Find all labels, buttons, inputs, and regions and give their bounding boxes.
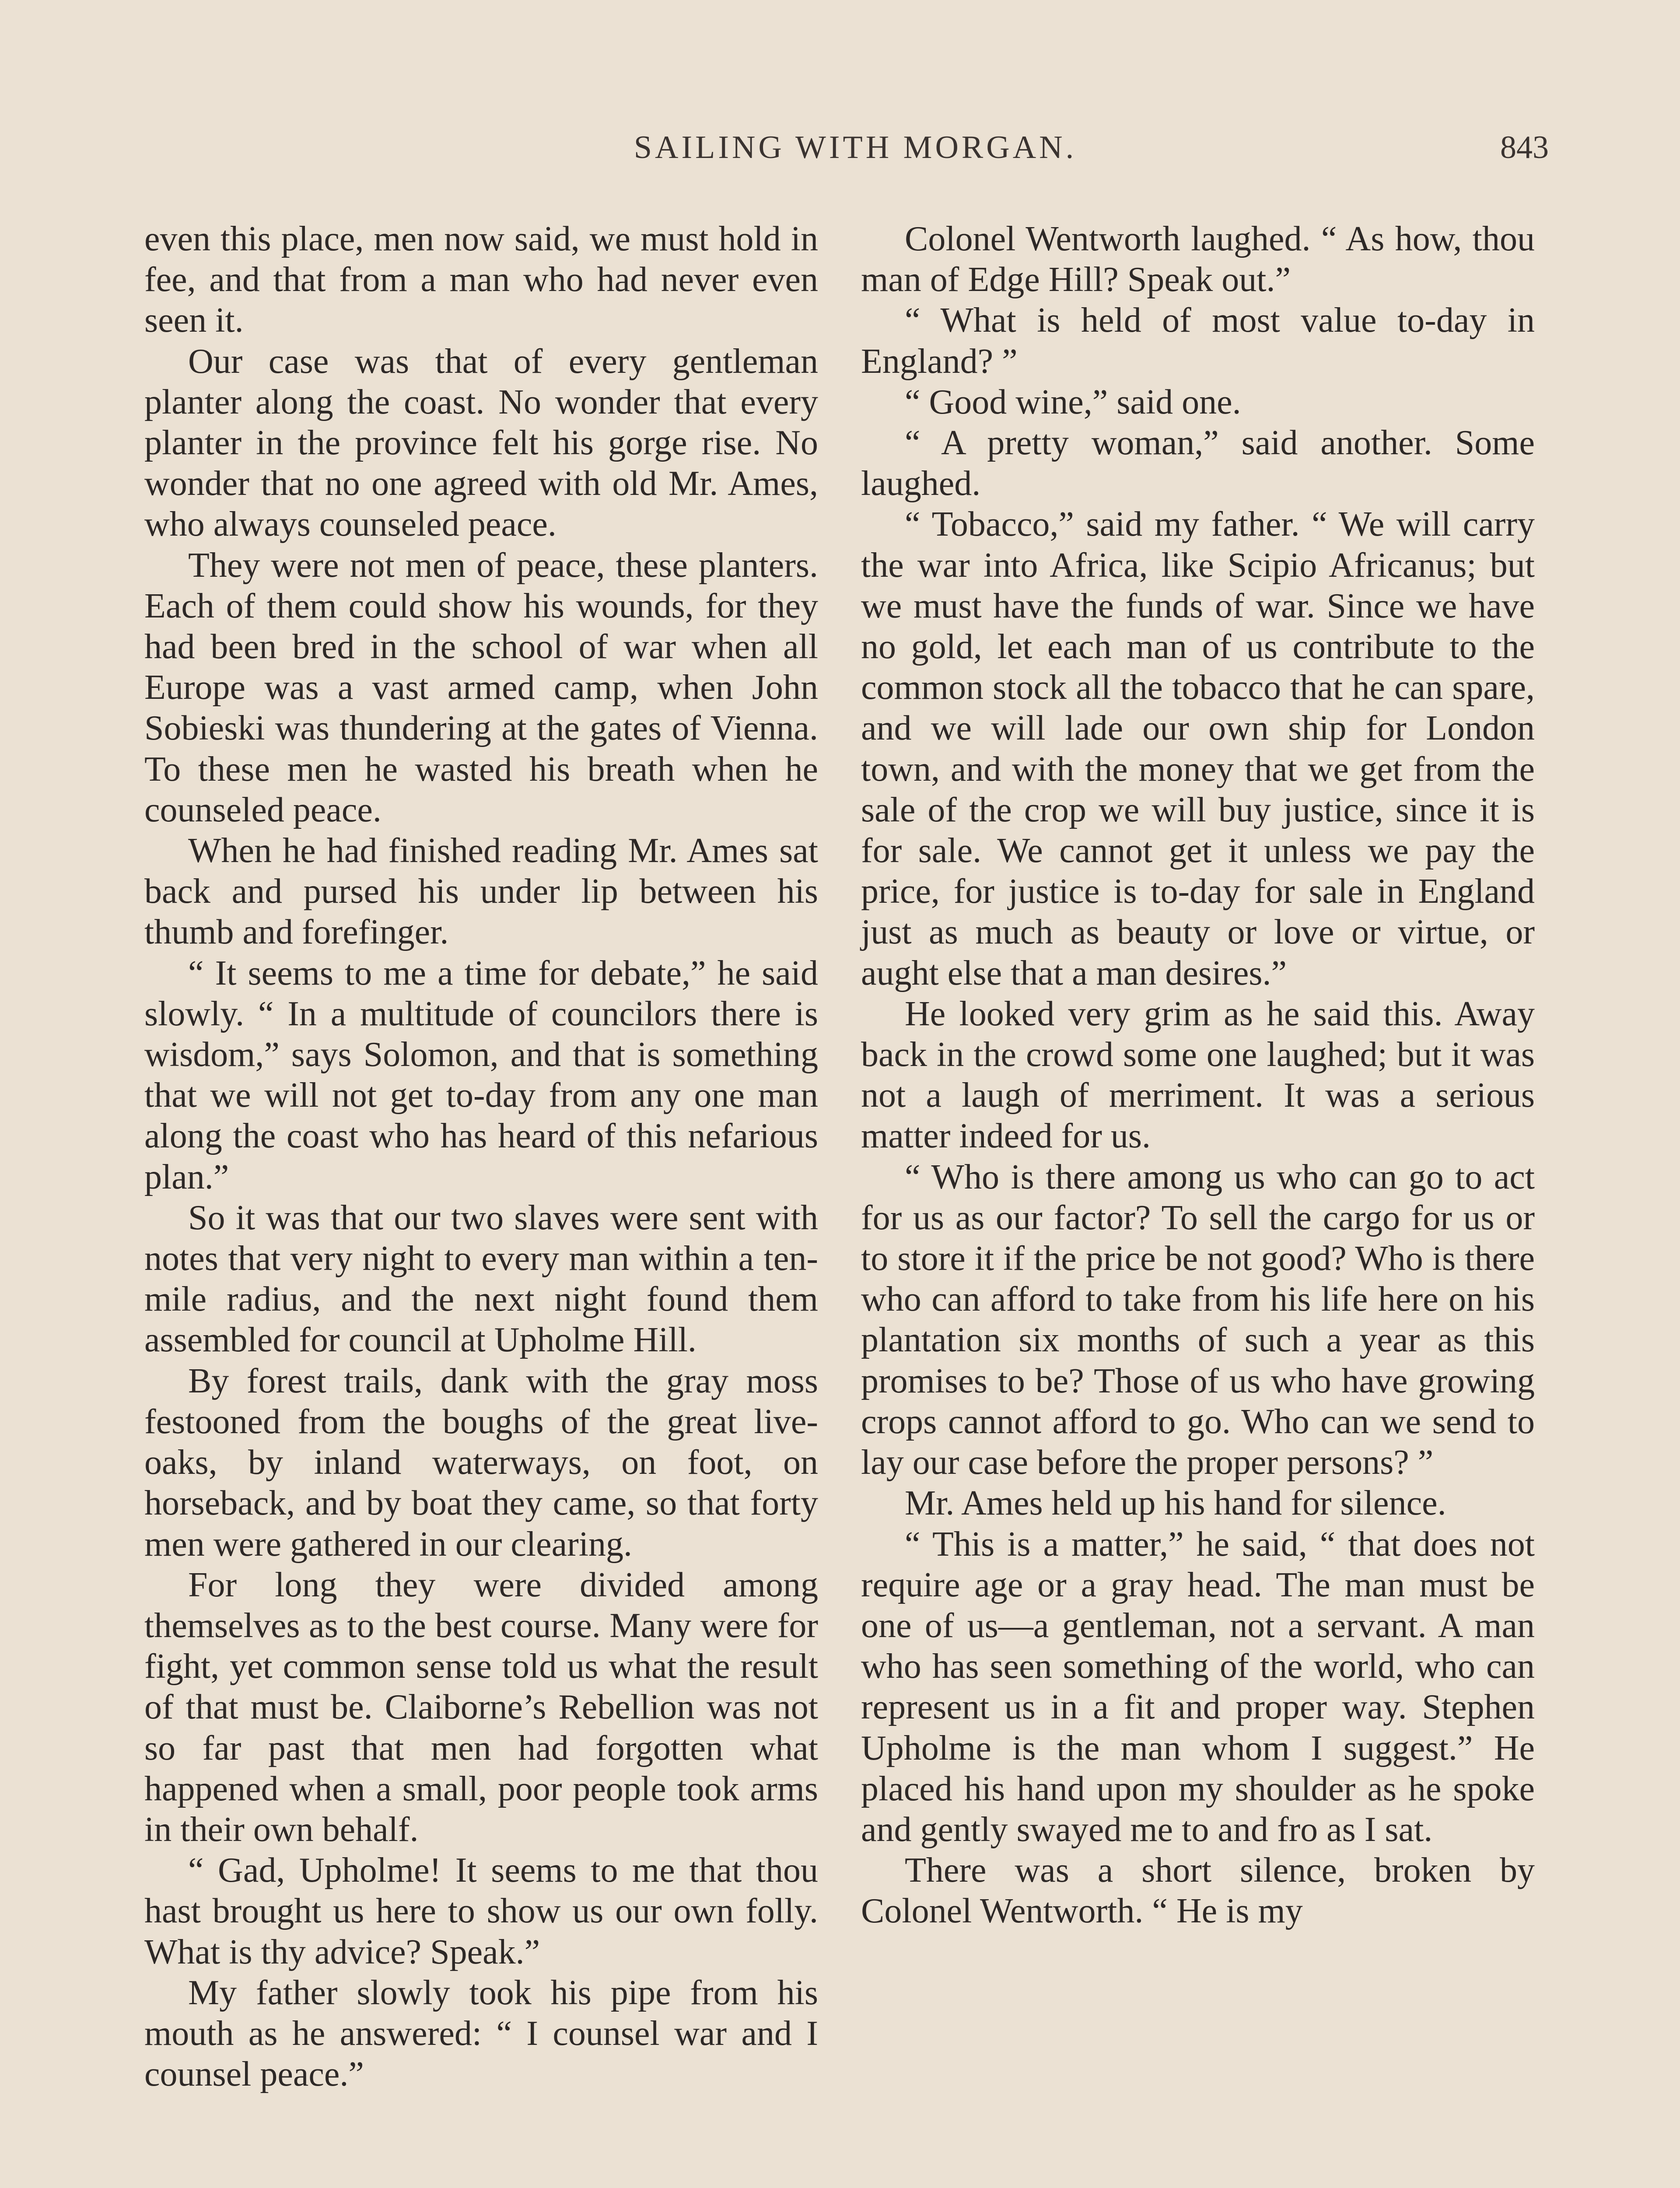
paragraph: When he had finished reading Mr. Ames sat back and pursed his under lip between his thumb and forefinger.: [144, 831, 818, 952]
paragraph: “ Good wine,” said one.: [905, 382, 1241, 421]
paragraph: There was a short silence, broken by Colonel Wentworth. “ He is my: [861, 1851, 1535, 1931]
paragraph: “ It seems to me a time for debate,” he said slowly. “ In a multitude of councilors there is wisdom,” says Solomon, and that is something that we will not get to-day from any one man along the coast who has heard of this nefarious plan.”: [144, 954, 818, 1196]
paragraph: He looked very grim as he said this. Away back in the crowd some one laughed; but it was not a laugh of merriment. It was a serious matter indeed for us.: [861, 994, 1535, 1156]
left-text-column: [144, 219, 818, 2095]
paragraph: For long they were divided among themselves as to the best course. Many were for fight, yet common sense told us what the result of that must be. Claiborne’s Rebellion was not so far past that men had forgotten what happened when a small, poor people took arms in their own behalf.: [144, 1565, 818, 1849]
paragraph: “ What is held of most value to-day in England? ”: [861, 301, 1535, 381]
paragraph: even this place, men now said, we must hold in fee, and that from a man who had never even seen it.: [144, 220, 818, 340]
page-number: 843: [1500, 130, 1549, 165]
paragraph: They were not men of peace, these planters. Each of them could show his wounds, for they had been bred in the school of war when all Europe was a vast armed camp, when John Sobieski was thundering at the gates of Vienna. To these men he wasted his breath when he counseled peace.: [144, 546, 818, 829]
paragraph: Our case was that of every gentleman planter along the coast. No wonder that every planter in the province felt his gorge rise. No wonder that no one agreed with old Mr. Ames, who always counseled peace.: [144, 342, 818, 544]
paragraph: By forest trails, dank with the gray moss festooned from the boughs of the great live-oaks, by inland waterways, on foot, on horseback, and by boat they came, so that forty men were gathered in our clearing.: [144, 1361, 818, 1564]
paragraph: “ A pretty woman,” said another. Some laughed.: [861, 424, 1535, 503]
paragraph: Mr. Ames held up his hand for silence.: [905, 1484, 1446, 1523]
paragraph: Colonel Wentworth laughed. “ As how, thou man of Edge Hill? Speak out.”: [861, 220, 1535, 299]
paragraph: So it was that our two slaves were sent with notes that very night to every man within a ten-mile radius, and the next night found them assembled for council at Upholme Hill.: [144, 1198, 818, 1360]
paragraph: “ Who is there among us who can go to act for us as our factor? To sell the cargo for us or to store it if the price be not good? Who is there who can afford to take from his life here on his plantation six months of such a year as this promises to be? Those of us who have growing crops cannot afford to go. Who can we send to lay our case before the proper persons? ”: [861, 1157, 1535, 1482]
paragraph: My father slowly took his pipe from his mouth as he answered: “ I counsel war and I counsel peace.”: [144, 1973, 818, 2094]
running-head-title: SAILING WITH MORGAN.: [634, 130, 1077, 165]
paragraph: “ This is a matter,” he said, “ that does not require age or a gray head. The man must be one of us—a gentleman, not a servant. A man who has seen something of the world, who can represent us in a fit and proper way. Stephen Upholme is the man whom I suggest.” He placed his hand upon my shoulder as he spoke and gently swayed me to and fro as I sat.: [861, 1525, 1535, 1849]
paragraph: “ Gad, Upholme! It seems to me that thou hast brought us here to show us our own folly. What is thy advice? Speak.”: [144, 1851, 818, 1971]
paragraph: “ Tobacco,” said my father. “ We will carry the war into Africa, like Scipio Africanus; but we must have the funds of war. Since we have no gold, let each man of us contribute to the common stock all the tobacco that he can spare, and we will lade our own ship for London town, and with the money that we get from the sale of the crop we will buy justice, since it is for sale. We cannot get it unless we pay the price, for justice is to-day for sale in England just as much as beauty or love or virtue, or aught else that a man desires.”: [861, 505, 1535, 992]
right-text-column: [861, 219, 1535, 1932]
